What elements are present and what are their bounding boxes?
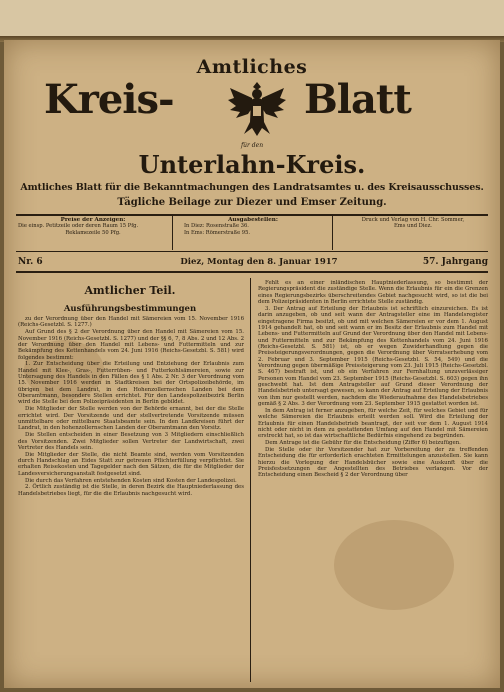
paragraph: zu der Verordnung über den Handel mit Sämereien vom 15. November 1916 (Reichs-Gesetzbl. S. 1277.): [18, 316, 244, 329]
masthead-fuer-den: für den: [240, 142, 264, 149]
issue-date: Diez, Montag den 8. Januar 1917: [180, 257, 338, 267]
article-heading: Ausführungsbestimmungen: [63, 304, 197, 314]
rule-top: [16, 214, 488, 216]
masthead-supplement-line: Tägliche Beilage zur Diezer und Emser Zeitung.: [117, 197, 387, 208]
eagle-emblem-icon: [226, 78, 288, 140]
paragraph: 1. Zur Entscheidung über die Erteilung und Entziehung der Erlaubnis zum Handel mit Klee-, Gras-, Futterrüben- und Futterkohlsämereien, sowie zur Untersagung des Handels in den Fällen des § 1 Abs. 2 Nr. 3 der Verordnung vom 15. November 1916 werden in Stadtkreisen bei der Ortspolizeibehörde, im übrigen bei dem Landrat, in den Hohenzollernschen Landen bei dem Oberamtmann, besondere Stellen errichtet. Für den Landespolizeibezirk Berlin wird die Stelle bei dem Polizeipräsidenten in Berlin gebildet.: [18, 361, 244, 406]
masthead-word-blatt: Blatt: [304, 76, 411, 123]
paragraph: In dem Antrag ist ferner anzugeben, für welche Zeit, für welches Gebiet und für welche Sämereien die Erlaubnis erteilt werden soll. Wird die Erteilung der Erlaubnis für einen Handelsbetrieb beantragt, der seit vor dem 1. August 1914 nicht oder nicht in dem zu gestattenden Umfang auf den Handel mit Sämereien erstreckt hat, so ist das wirtschaftliche Bedürfnis eingehend zu begründen.: [258, 407, 488, 440]
paragraph: Die durch das Verfahren entstehenden Kosten sind Kosten der Landespolizei.: [25, 477, 237, 484]
underlying-page-edge: [0, 0, 504, 40]
paragraph: 2. Örtlich zuständig ist die Stelle, in deren Bezirk die Hauptniederlassung des Handelsbetriebes liegt, für die die Erlaubnis nachgesucht wird.: [18, 484, 244, 497]
issue-number: Nr. 6: [18, 257, 43, 267]
paragraph: Auf Grund des § 2 der Verordnung über den Handel mit Sämereien vom 15. November 1916 (Reichs-Gesetzbl. S. 1277) und der §§ 6, 7, 8 Abs. 2 und 12 Abs. 2 der Verordnung über den Handel mit Lebens- und Futtermitteln und zur Bekämpfung des Kettenhandels vom 24. Juni 1916 (Reichs-Gesetzbl. S. 581) wird folgendes bestimmt:: [18, 329, 244, 361]
info-prices: [18, 217, 168, 250]
publisher-line-1: Druck und Verlag von H. Chr. Sommer,: [361, 217, 465, 223]
masthead-word-amtliches: Amtliches: [196, 56, 308, 78]
prices-title: Preise der Anzeigen:: [60, 217, 126, 223]
article-column-left: [18, 316, 244, 682]
front-page-sheet: [4, 40, 500, 688]
publisher-line-2: Ems und Diez.: [394, 223, 432, 230]
masthead-subtitle: Amtliches Blatt für die Bekanntmachungen des Landratsamtes u. des Kreisausschusses.: [20, 182, 484, 193]
info-divider: [332, 216, 333, 250]
section-title: Amtlicher Teil.: [84, 284, 176, 297]
paragraph: Die Mitglieder der Stelle werden von der Behörde ernannt, bei der die Stelle errichtet wird. Der Vorsitzende und der stellvertretende Vorsitzende müssen unmittelbare oder mittelbare Staatsbeamte sein. In den Landkreisen führt der Landrat, in den hohenzollernschen Landen der Oberamtmann den Vorsitz.: [18, 406, 244, 432]
paragraph: Fehlt es an einer inländischen Hauptniederlassung, so bestimmt der Regierungspräsident die zuständige Stelle. Wenn die Erlaubnis für ein die Grenzen eines Regierungsbezirks überschreitendes Gebiet nachgesucht wird, so ist die bei dem Polizeipräsidenten in Berlin errichtete Stelle zuständig.: [258, 280, 488, 306]
masthead-word-unterlahn-kreis: Unterlahn-Kreis.: [138, 150, 366, 179]
paragraph: Dem Antrage ist die Gebühr für die Entscheidung (Ziffer 6) beizufügen.: [265, 440, 461, 447]
offices-title: Ausgabestellen:: [228, 217, 278, 223]
prices-line-2: Reklamezeile 50 Pfg.: [65, 229, 121, 236]
prices-line-1: Die einsp. Petitzeile oder deren Raum 15 Pfg.: [18, 223, 139, 230]
paragraph: Die Stelle oder ihr Vorsitzender hat zur Vorbereitung der zu treffenden Entscheidung die für erforderlich erachteten Ermittelungen anzustellen. Sie kann hierzu die Vorlegung der Handelsbücher sowie eine Auskunft über die Preisfestsetzungen der Angestellten des Betriebes verlangen. Vor der Entscheidung einen Bescheid § 2 der Verordnung über: [258, 446, 488, 479]
paragraph: 3. Der Antrag auf Erteilung der Erlaubnis ist schriftlich einzureichen. Es ist darin anzugeben, ob und seit wann der Antragsteller eine im Handelsregister eingetragene Firma besitzt, ob und mit welchen Sämereien er vor dem 1. August 1914 gehandelt hat, ob und seit wann er im Besitz der Erlaubnis zum Handel mit Lebens- und Futtermitteln auf Grund der Verordnung über den Handel mit Lebens- und Futtermitteln und zur Bekämpfung des Kettenhandels vom 24. Juni 1916 (Reichs-Gesetzbl. S. 581) ist, ob er wegen Zuwiderhandlung gegen die Preissteigerungsverordnungen, gegen die Verordnung über Vorratserhebung vom 2. Februar und 3. September 1915 (Reichs-Gesetzbl. S. 54, 549) und die Verordnung gegen übermäßige Preissteigerung vom 23. Juli 1915 (Reichs-Gesetzbl. S. 467) bestraft ist, und ob ein Verfahren zur Fernhaltung unzuverlässiger Personen vom Handel vom 23. September 1915 (Reichs-Gesetzbl. S. 603) gegen ihn geschwebt hat. Ist dem Antragsteller auf Grund dieser Verordnung der Handelsbetrieb untersagt gewesen, so kann der Antrag auf Erteilung der Erlaubnis von ihm nur gestellt werden, nachdem die Wiederaufnahme des Handelsbetriebes gemäß § 2 Abs. 3 der Verordnung vom 23. September 1915 gestattet worden ist.: [258, 305, 488, 408]
rule-bottom: [16, 271, 488, 273]
paragraph: Die Mitglieder der Stelle, die nicht Beamte sind, werden vom Vorsitzenden durch Handschlag an Eides Statt zur getreuen Pflichterfüllung verpflichtet. Sie erhalten Reisekosten und Tagegelder nach den Sätzen, die für die Mitglieder der Landesversicherungsanstalt festgesetzt sind.: [18, 451, 244, 477]
issue-volume: 57. Jahrgang: [422, 257, 488, 267]
offices-line-2: In Ems: Römerstraße 95.: [184, 229, 251, 236]
rule-mid: [16, 251, 488, 252]
info-offices: [178, 217, 328, 250]
offices-line-1: In Diez: Rosenstraße 36.: [184, 223, 249, 230]
underlying-column-left: [6, 0, 86, 40]
masthead-word-kreis: Kreis-: [44, 76, 174, 123]
column-divider: [250, 278, 251, 682]
article-column-right: [258, 280, 488, 682]
info-publisher: [338, 217, 488, 250]
info-divider: [172, 216, 173, 250]
paragraph: Die Stellen entscheiden in einer Besetzung von 3 Mitgliedern einschließlich des Vorsitzenden. Zwei Mitglieder sollen Vertreter der Landwirtschaft, zwei Vertreter des Handels sein.: [18, 432, 244, 451]
